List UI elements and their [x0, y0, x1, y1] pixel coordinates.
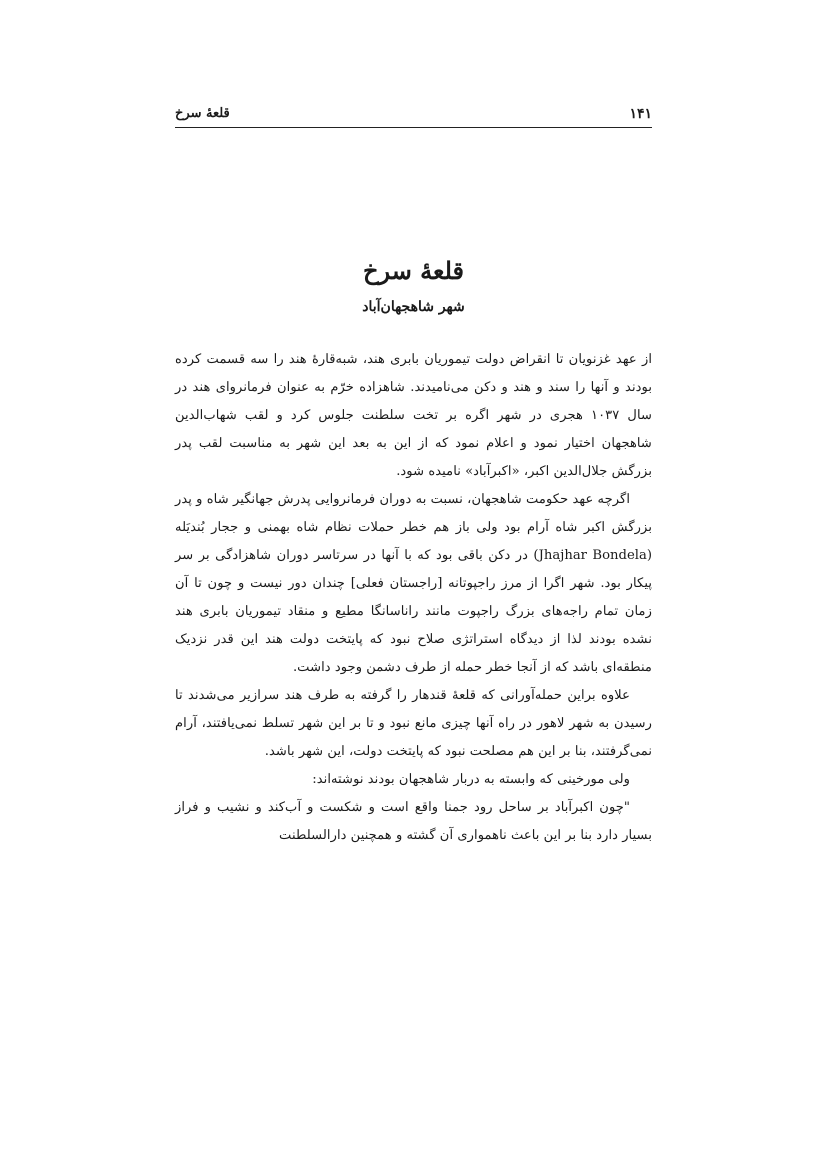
- chapter-title: قلعهٔ سرخ: [362, 256, 465, 285]
- paragraph-2: اگرچه عهد حکومت شاهجهان، نسبت به دوران فرمانروایی پدرش جهانگیر شاه و پدر بزرگش اکبر شاه آرام بود ولی باز هم خطر حملات نظام شاه بهمنی و ججار بُندیَله (Jhajhar Bondela) در دکن باقی بود که با آنها در سرتاسر دوران شاهزادگی بر سر پیکار بود. شهر اگرا از مرز راجپوتانه [راجستان فعلی] چندان دور نیست و چون تا آن زمان تمام راجه‌های بزرگ راجپوت مانند راناسانگا مطیع و منقاد تیموریان بابری هند نشده بودند لذا از دیدگاه استراتژی صلاح نبود که پایتخت دولت هند این قدر نزدیک منطقه‌ای باشد که از آنجا خطر حمله از طرف دشمن وجود داشت.: [175, 492, 652, 675]
- paragraph-1: از عهد غزنویان تا انقراض دولت تیموریان بابری هند، شبه‌قارهٔ هند را سه قسمت کرده بودند و آنها را سند و هند و دکن می‌نامیدند. شاهزاده خرّم به عنوان فرمانروای هند در سال ۱۰۳۷ هجری در شهر اگره بر تخت سلطنت جلوس کرد و لقب شهاب‌الدین شاهجهان اختیار نمود و اعلام نمود که از این به بعد این شهر به مناسبت لقب پدر بزرگش جلال‌الدین اکبر، «اکبرآباد» نامیده شود.: [175, 352, 653, 479]
- chapter-subtitle: شهر شاهجهان‌آباد: [362, 299, 465, 315]
- running-title: قلعهٔ سرخ: [175, 106, 230, 121]
- page-number: ۱۴۱: [629, 106, 652, 122]
- running-header: [175, 104, 652, 126]
- paragraph-4: ولی مورخینی که وابسته به دربار شاهجهان بودند نوشته‌اند:: [312, 772, 630, 787]
- quotation-paragraph: "چون اکبرآباد بر ساحل رود جمنا واقع است و شکست و آب‌کند و نشیب و فراز بسیار دارد بنا بر این باعث ناهمواری آن گشته و همچنین دارالسلطنت: [175, 800, 652, 843]
- body-text: [175, 346, 652, 850]
- paragraph-3: علاوه براین حمله‌آورانی که قلعهٔ قندهار را گرفته به طرف هند سرازیر می‌شدند تا رسیدن به شهر لاهور در راه آنها چیزی مانع نبود و تا بر این شهر تسلط نمی‌یافتند، آرام نمی‌گرفتند، بنا بر این هم مصلحت نبود که پایتخت دولت، این شهر باشد.: [175, 688, 652, 759]
- header-rule: [175, 127, 652, 128]
